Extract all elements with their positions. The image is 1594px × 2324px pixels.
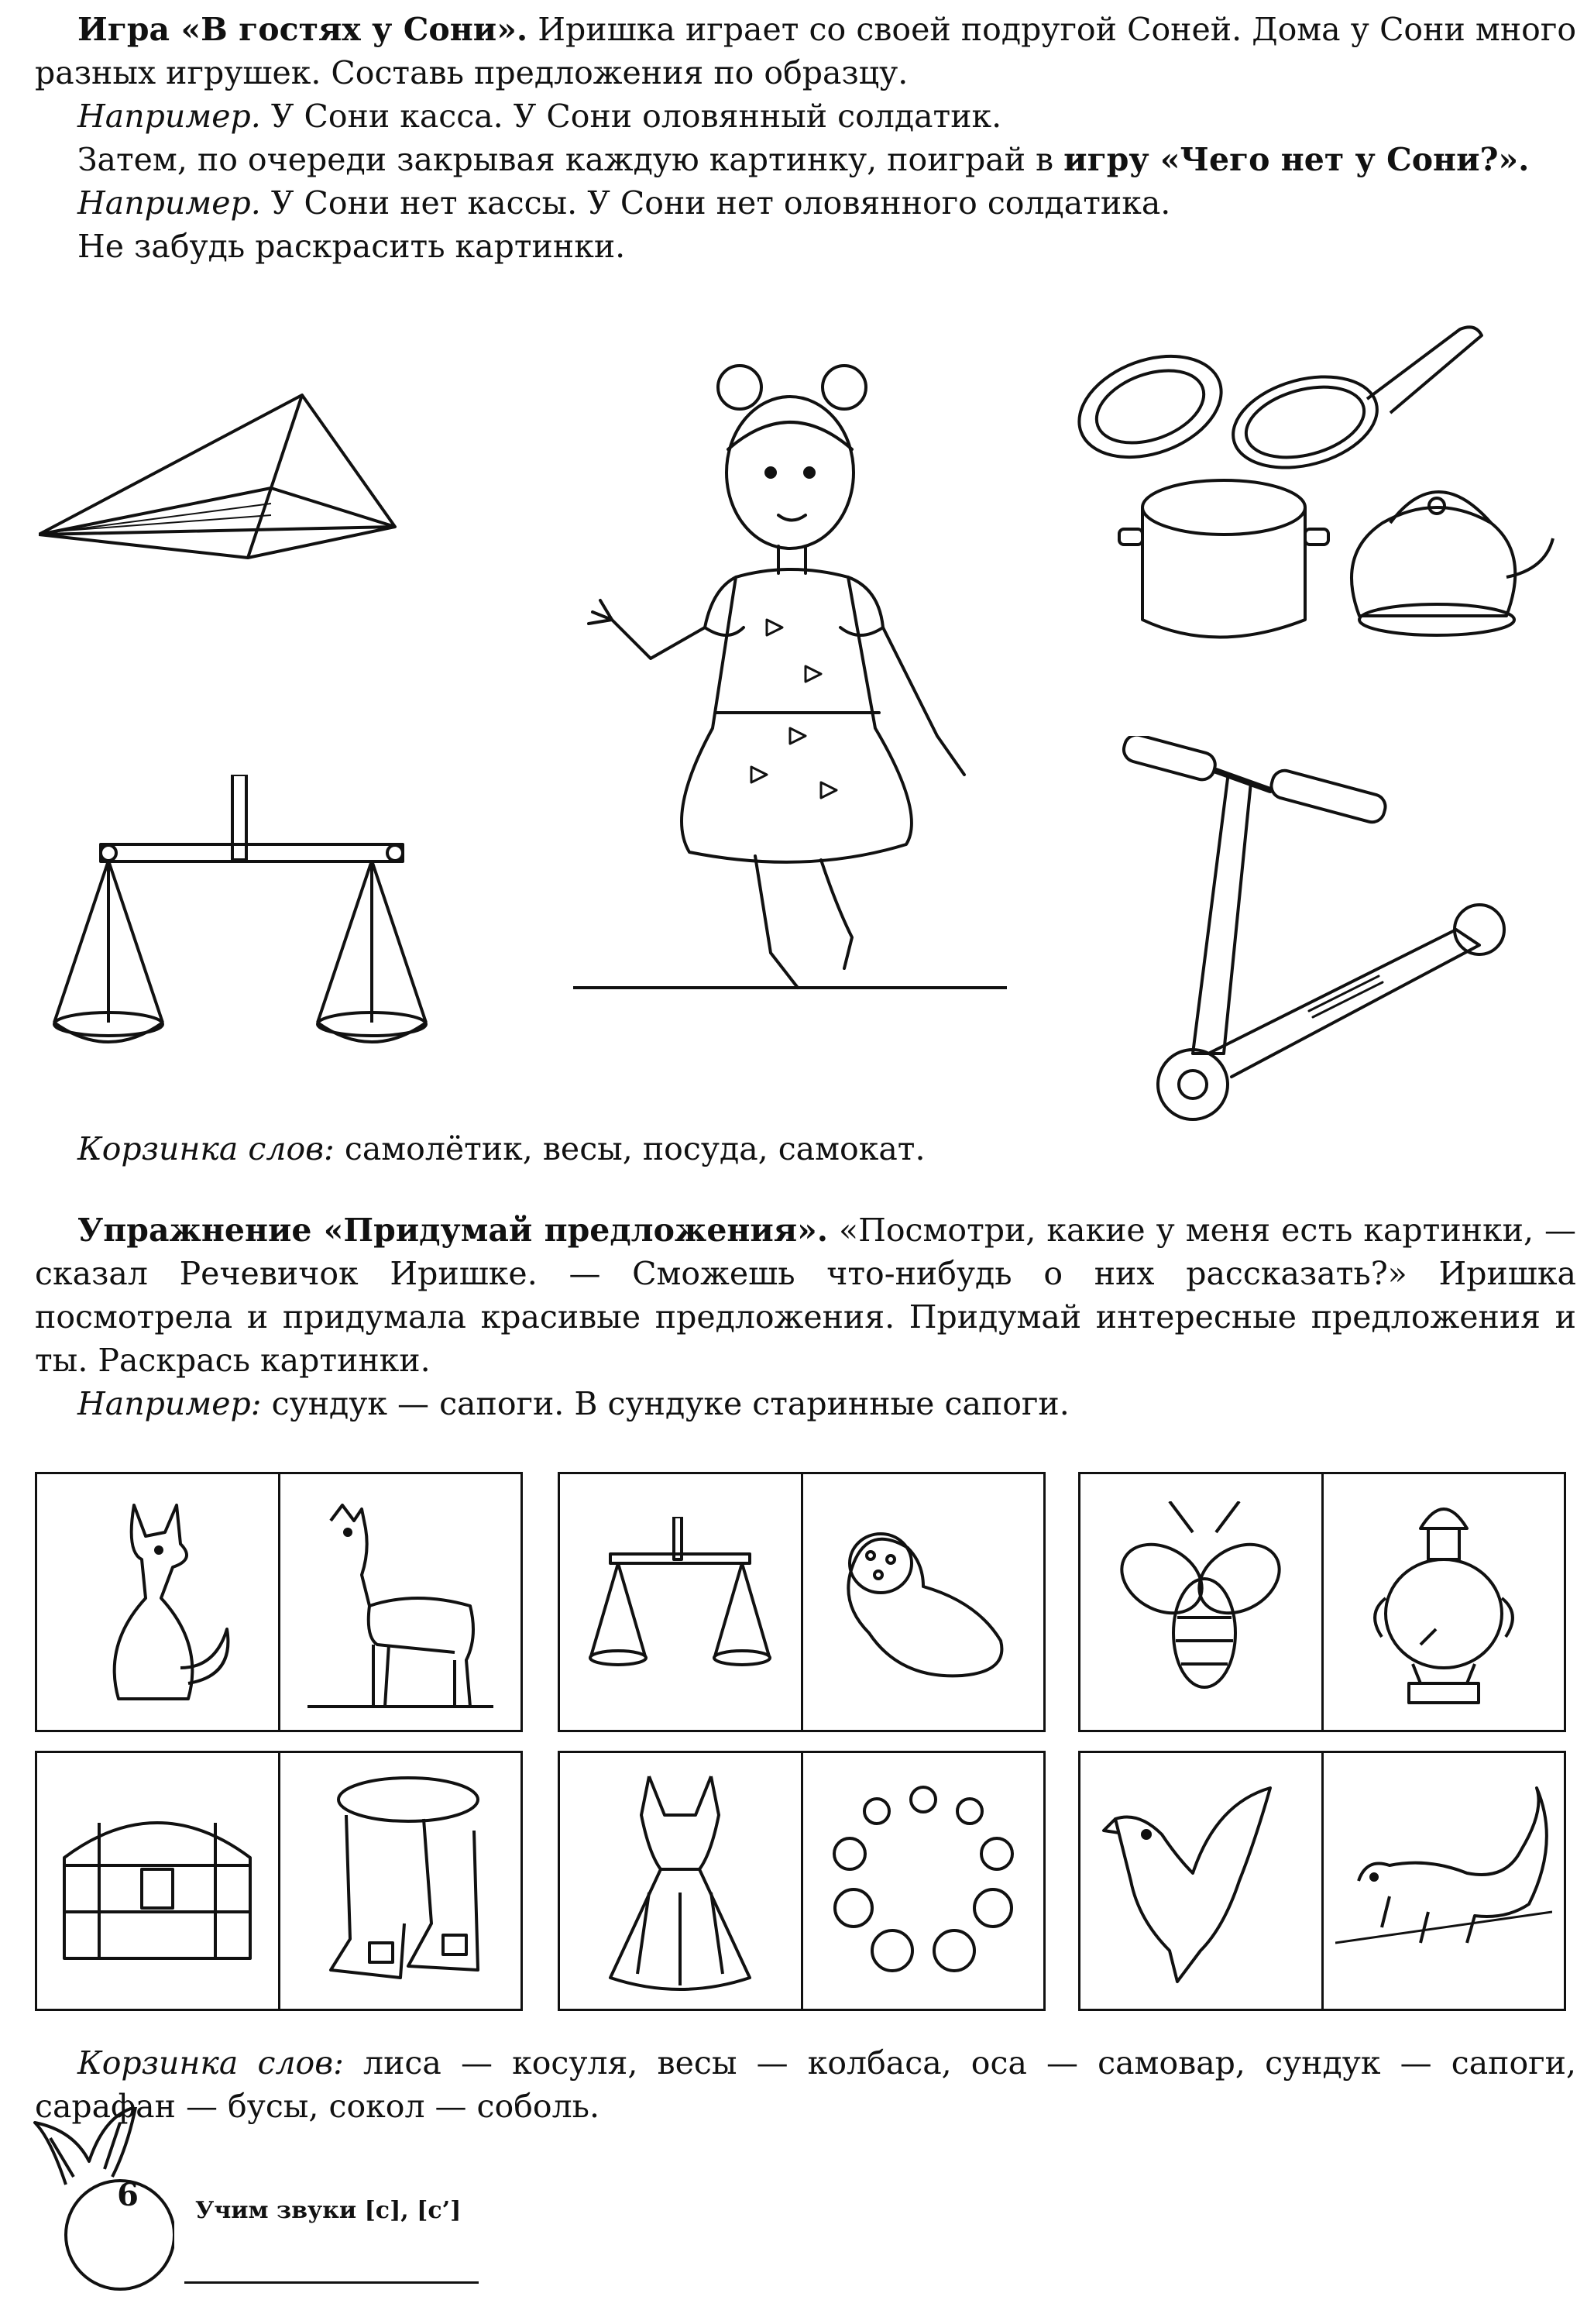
game-instructions xyxy=(35,8,1576,268)
sable-icon xyxy=(1321,1753,1565,2009)
game-intro: Игра «В гостях у Сони». Иришка играет со своей подругой Соней. Дома у Сони много разных игрушек. Составь предложения по образцу. xyxy=(35,11,1577,91)
game-color-note: Не забудь раскрасить картинки. xyxy=(77,228,626,265)
girl-illustration-icon xyxy=(573,364,1007,1007)
card-dress-beads xyxy=(558,1751,1046,2011)
beads-icon xyxy=(801,1753,1044,2009)
card-falcon-sable xyxy=(1078,1751,1566,2011)
boots-icon xyxy=(278,1753,521,2009)
card-fox-roe xyxy=(35,1472,523,1732)
exercise-text: Упражнение «Придумай предложения». «Посмотри, какие у меня есть картинки, — сказал Речевичок Иришке. — Сможешь что-нибудь о них рассказать?» Иришка посмотрела и придумала красивые предложения. Придумай интересные предложения и ты. Раскрась картинки. xyxy=(35,1212,1576,1379)
footer-title: Учим звуки [с], [с’] xyxy=(195,2197,462,2224)
game-example-2: Например. У Сони нет кассы. У Сони нет оловянного солдатика. xyxy=(77,184,1171,222)
sausage-icon xyxy=(801,1474,1044,1730)
fox-icon xyxy=(37,1474,278,1730)
cookware-icon xyxy=(1073,321,1568,670)
page-number: 6 xyxy=(117,2177,139,2213)
falcon-icon xyxy=(1080,1753,1321,2009)
balance-scale-small-icon xyxy=(560,1474,801,1730)
card-chest-boots xyxy=(35,1751,523,2011)
card-wasp-samovar xyxy=(1078,1472,1566,1732)
treasure-chest-icon xyxy=(37,1753,278,2009)
game-then: Затем, по очереди закрывая каждую картинку, поиграй в игру «Чего нет у Сони?». xyxy=(77,141,1530,178)
game-word-basket: Корзинка слов: самолётик, весы, посуда, самокат. xyxy=(77,1130,926,1167)
sundress-icon xyxy=(560,1753,801,2009)
wasp-icon xyxy=(1080,1474,1321,1730)
paper-plane-icon xyxy=(39,387,403,589)
game-title: Игра «В гостях у Сони». xyxy=(77,11,528,48)
footer-divider xyxy=(184,2281,479,2284)
game-example-1: Например. У Сони касса. У Сони оловянный солдатик. xyxy=(77,98,1002,135)
exercise-instructions xyxy=(35,1208,1576,1425)
samovar-icon xyxy=(1321,1474,1565,1730)
exercise-title: Упражнение «Придумай предложения». xyxy=(77,1212,829,1249)
exercise-word-basket: Корзинка слов: лиса — косуля, весы — колбаса, оса — самовар, сундук — сапоги, сарафан — бусы, сокол — соболь. xyxy=(35,2044,1576,2125)
balance-scale-icon xyxy=(46,775,434,1069)
exercise-example: Например: сундук — сапоги. В сундуке старинные сапоги. xyxy=(77,1385,1070,1422)
card-scale-sausage xyxy=(558,1472,1046,1732)
scooter-icon xyxy=(1115,736,1518,1139)
roe-deer-icon xyxy=(278,1474,521,1730)
